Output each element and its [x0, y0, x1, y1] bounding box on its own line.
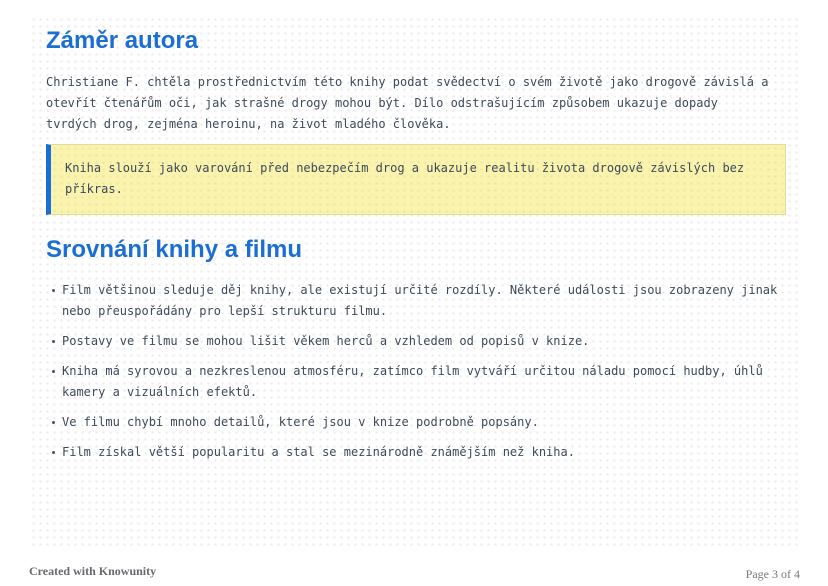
- list-item: Ve filmu chybí mnoho detailů, které jsou v knize podrobně popsány.: [46, 412, 778, 433]
- section-heading-author-intent: Záměr autora: [46, 27, 199, 54]
- author-intent-paragraph: Christiane F. chtěla prostřednictvím této knihy podat svědectví o svém životě jako drogově závislá a otevřít čtenářům oči, jak strašné drogy mohou být. Dílo odstrašujícím způsobem ukazuje dopady tvrdých drog, zejména heroinu, na život mladého člověka.: [46, 75, 769, 131]
- section-heading-comparison: Srovnání knihy a filmu: [46, 236, 303, 263]
- page-number: Page 3 of 4: [745, 567, 800, 581]
- callout-text: Kniha slouží jako varování před nebezpečím drog a ukazuje realitu života drogově závislých bez příkras.: [65, 161, 745, 196]
- list-item: Film většinou sleduje děj knihy, ale existují určité rozdíly. Některé události jsou zobrazeny jinak nebo přeuspořádány pro lepší strukturu filmu.: [46, 280, 778, 322]
- callout-box: [46, 144, 786, 215]
- note-content-area: [28, 14, 800, 546]
- comparison-list: [46, 280, 778, 463]
- footer-branding: Created with Knowunity: [29, 564, 157, 578]
- list-item: Postavy ve filmu se mohou lišit věkem herců a vzhledem od popisů v knize.: [46, 331, 778, 352]
- list-item: Film získal větší popularitu a stal se mezinárodně známějším než kniha.: [46, 442, 778, 463]
- list-item: Kniha má syrovou a nezkreslenou atmosféru, zatímco film vytváří určitou náladu pomocí hudby, úhlů kamery a vizuálních efektů.: [46, 361, 778, 403]
